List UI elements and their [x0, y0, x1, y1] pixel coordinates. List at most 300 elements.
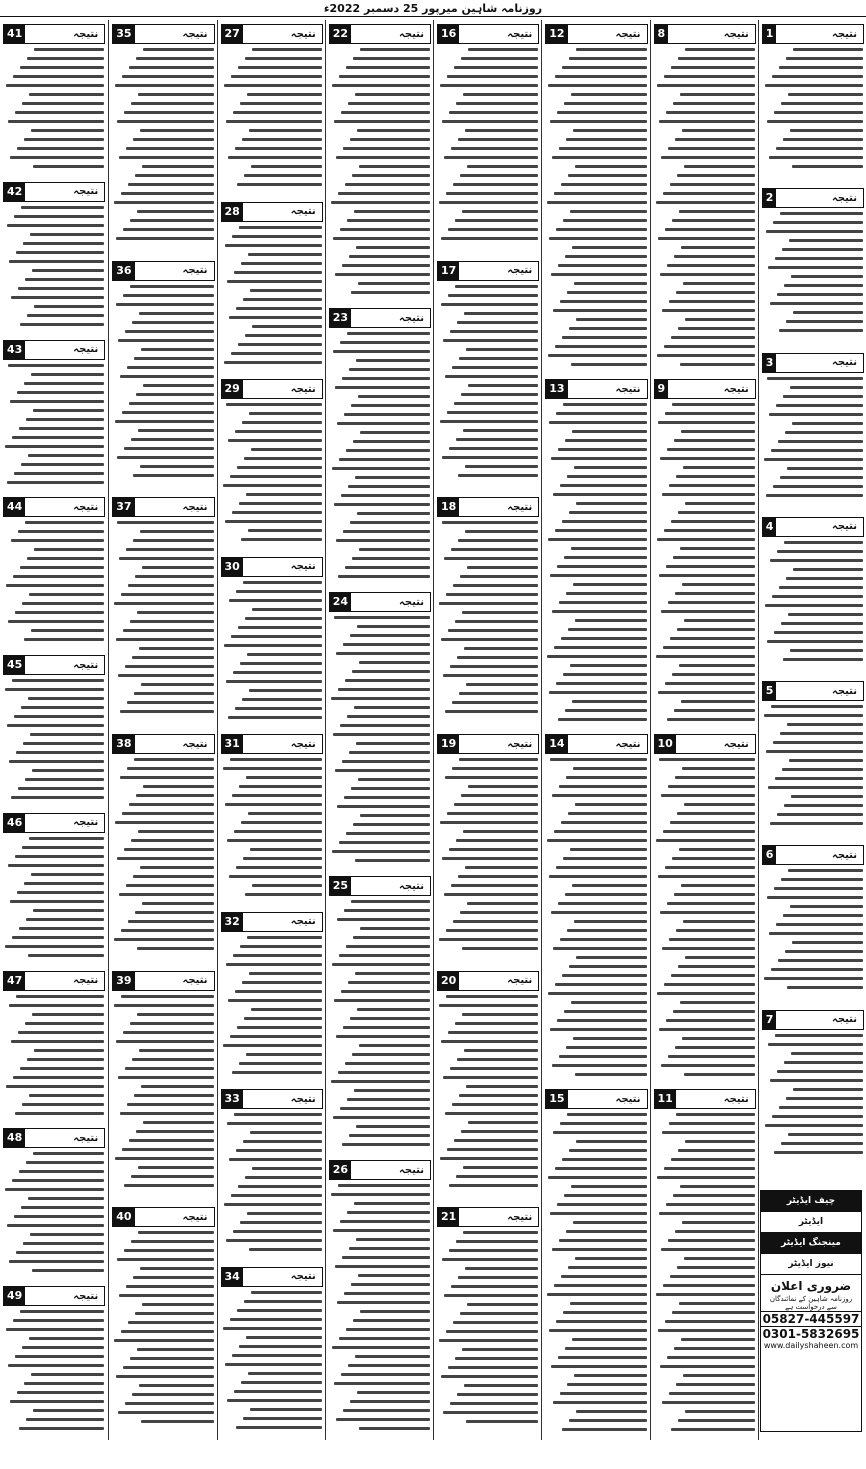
text-line: [12, 936, 104, 939]
text-line: [119, 1294, 213, 1297]
text-line: [31, 373, 104, 376]
text-line: [558, 264, 646, 267]
text-line: [17, 891, 104, 894]
text-line: [225, 803, 322, 806]
text-line: [671, 1428, 755, 1431]
article-text: [222, 48, 322, 192]
article-text: [222, 1291, 322, 1435]
text-line: [463, 429, 538, 432]
text-line: [128, 584, 213, 587]
text-line: [672, 219, 755, 222]
text-line: [776, 147, 863, 150]
text-line: [246, 776, 322, 779]
text-line: [452, 1103, 538, 1106]
text-line: [29, 1094, 104, 1097]
text-line: [336, 539, 430, 542]
text-line: [790, 649, 863, 652]
text-line: [456, 438, 538, 441]
text-line: [772, 75, 863, 78]
text-line: [569, 965, 646, 968]
result-label: نتیجہ: [182, 1211, 208, 1223]
text-line: [664, 1167, 755, 1170]
text-line: [358, 395, 430, 398]
text-line: [352, 1053, 430, 1056]
text-line: [667, 1356, 755, 1359]
text-line: [358, 282, 430, 285]
text-line: [774, 111, 863, 114]
text-line: [563, 1311, 646, 1314]
article-text: [4, 1310, 104, 1436]
text-line: [346, 449, 430, 452]
result-box: [329, 1160, 431, 1180]
text-line: [15, 855, 104, 858]
text-line: [226, 680, 322, 683]
text-line: [785, 431, 863, 434]
text-line: [30, 733, 104, 736]
text-line: [11, 1040, 104, 1043]
text-line: [778, 440, 863, 443]
text-line: [774, 1151, 863, 1154]
text-line: [777, 550, 863, 553]
text-line: [563, 857, 646, 860]
text-line: [678, 327, 755, 330]
text-line: [331, 201, 430, 204]
text-line: [131, 1240, 213, 1243]
text-line: [130, 285, 213, 288]
text-line: [450, 1067, 538, 1070]
text-line: [143, 785, 213, 788]
text-line: [781, 622, 863, 625]
text-line: [772, 1115, 863, 1118]
text-line: [683, 466, 755, 469]
text-line: [680, 1001, 755, 1004]
text-line: [18, 787, 104, 790]
text-line: [459, 1094, 538, 1097]
text-line: [770, 302, 863, 305]
article-text: [4, 837, 104, 963]
text-line: [774, 887, 863, 890]
text-line: [6, 1085, 104, 1088]
text-line: [233, 954, 322, 957]
result-box: [3, 497, 105, 517]
text-line: [118, 339, 213, 342]
text-line: [779, 586, 863, 589]
text-line: [358, 1274, 430, 1277]
text-line: [5, 688, 104, 691]
text-line: [7, 224, 104, 227]
text-line: [360, 814, 430, 817]
news-column: [325, 20, 434, 1440]
result-box: [654, 379, 756, 399]
text-line: [771, 449, 863, 452]
text-line: [672, 673, 755, 676]
result-number: 9: [655, 380, 669, 398]
text-line: [555, 529, 646, 532]
text-line: [243, 1140, 322, 1143]
result-box: [762, 517, 864, 537]
text-line: [238, 343, 322, 346]
text-line: [242, 138, 322, 141]
text-line: [464, 312, 538, 315]
text-line: [224, 644, 322, 647]
text-line: [576, 318, 646, 321]
result-label: نتیجہ: [832, 849, 857, 861]
text-line: [566, 776, 646, 779]
text-line: [252, 608, 322, 611]
text-line: [338, 1184, 430, 1187]
article-text: [546, 403, 646, 727]
text-line: [127, 1103, 213, 1106]
text-line: [764, 977, 863, 980]
text-line: [14, 1215, 104, 1218]
article-text: [438, 285, 538, 483]
text-line: [793, 1088, 863, 1091]
text-line: [665, 412, 755, 415]
text-line: [126, 884, 213, 887]
text-line: [685, 318, 755, 321]
text-line: [660, 911, 755, 914]
text-line: [661, 1248, 755, 1251]
text-line: [568, 812, 646, 815]
text-line: [351, 404, 430, 407]
text-line: [684, 1257, 755, 1260]
article-text: [330, 1184, 430, 1436]
text-line: [662, 1401, 755, 1404]
article-text: [763, 705, 863, 831]
text-line: [229, 875, 322, 878]
result-box: [762, 845, 864, 865]
text-line: [462, 1348, 538, 1351]
text-line: [767, 377, 863, 380]
text-line: [357, 625, 430, 628]
text-line: [576, 48, 646, 51]
text-line: [333, 237, 430, 240]
text-line: [556, 228, 646, 231]
text-line: [557, 1019, 646, 1022]
text-line: [462, 210, 538, 213]
text-line: [785, 950, 863, 953]
text-line: [348, 102, 430, 105]
text-line: [252, 1167, 322, 1170]
text-line: [765, 604, 863, 607]
text-line: [657, 992, 755, 995]
text-line: [575, 165, 646, 168]
text-line: [143, 48, 213, 51]
text-line: [455, 1357, 538, 1360]
text-line: [460, 174, 538, 177]
text-line: [354, 1089, 430, 1092]
text-line: [441, 303, 538, 306]
text-line: [138, 429, 213, 432]
text-line: [784, 804, 863, 807]
text-line: [356, 742, 430, 745]
text-line: [16, 251, 104, 254]
text-line: [781, 102, 863, 105]
text-line: [225, 244, 322, 247]
result-label: نتیجہ: [723, 383, 749, 395]
text-line: [458, 539, 538, 542]
result-number: 27: [222, 25, 243, 43]
text-line: [227, 839, 322, 842]
article-text: [655, 758, 755, 1082]
text-line: [29, 93, 104, 96]
text-line: [767, 640, 863, 643]
text-line: [231, 1194, 322, 1197]
text-line: [240, 945, 322, 948]
text-line: [657, 84, 755, 87]
text-line: [569, 511, 646, 514]
text-line: [343, 530, 430, 533]
text-line: [465, 465, 538, 468]
masthead-box: [760, 1190, 862, 1432]
text-line: [227, 1399, 322, 1402]
result-number: 35: [113, 25, 134, 43]
text-line: [573, 129, 646, 132]
text-line: [443, 1076, 538, 1079]
result-box: [3, 340, 105, 360]
result-label: نتیجہ: [73, 975, 99, 987]
text-line: [673, 1194, 755, 1197]
result-box: [329, 308, 431, 328]
text-line: [451, 1285, 538, 1288]
text-line: [133, 1276, 213, 1279]
text-line: [444, 557, 538, 560]
text-line: [137, 210, 213, 213]
news-editor-label: نیوز ایڈیٹر: [761, 1254, 861, 1275]
text-line: [348, 1364, 430, 1367]
text-line: [669, 1392, 755, 1395]
result-box: [3, 813, 105, 833]
text-line: [237, 1309, 322, 1312]
article-text: [4, 521, 104, 647]
result-number: 26: [330, 1161, 351, 1179]
text-line: [26, 918, 104, 921]
text-line: [441, 1040, 538, 1043]
text-line: [353, 440, 430, 443]
text-line: [562, 520, 646, 523]
text-line: [223, 1044, 322, 1047]
text-line: [677, 812, 755, 815]
text-line: [671, 66, 755, 69]
text-line: [459, 692, 538, 695]
result-box: [437, 734, 539, 754]
result-label: نتیجہ: [290, 916, 316, 927]
text-line: [21, 206, 104, 209]
text-line: [33, 165, 104, 168]
text-line: [10, 900, 104, 903]
result-number: 30: [222, 558, 243, 576]
text-line: [660, 273, 755, 276]
text-line: [126, 1285, 213, 1288]
text-line: [776, 404, 863, 407]
text-line: [770, 1079, 863, 1082]
text-line: [114, 1339, 213, 1342]
text-line: [467, 902, 538, 905]
result-label: نتیجہ: [290, 206, 316, 217]
text-line: [466, 1085, 538, 1088]
result-number: 21: [438, 1208, 459, 1226]
text-line: [465, 530, 538, 533]
text-line: [241, 1381, 322, 1384]
text-line: [656, 1293, 755, 1296]
text-line: [225, 1363, 322, 1366]
result-label: نتیجہ: [507, 1211, 533, 1223]
result-box: [329, 876, 431, 896]
text-line: [21, 463, 104, 466]
text-line: [549, 691, 646, 694]
result-number: 8: [655, 25, 669, 43]
text-line: [547, 1293, 646, 1296]
website-link[interactable]: www.dailyshaheen.com: [763, 1341, 859, 1350]
text-line: [9, 260, 104, 263]
result-number: 5: [763, 682, 777, 700]
text-line: [561, 1275, 646, 1278]
text-line: [684, 803, 755, 806]
result-number: 40: [113, 1208, 134, 1226]
text-line: [771, 705, 863, 708]
text-line: [359, 1044, 430, 1047]
text-line: [771, 968, 863, 971]
text-line: [570, 210, 646, 213]
text-line: [683, 920, 755, 923]
text-line: [674, 709, 755, 712]
text-line: [332, 467, 430, 470]
text-line: [669, 938, 755, 941]
text-line: [668, 785, 755, 788]
text-line: [468, 48, 538, 51]
result-box: [3, 971, 105, 991]
text-line: [114, 201, 213, 204]
text-line: [240, 1221, 322, 1224]
article-text: [438, 48, 538, 246]
text-line: [336, 1418, 430, 1421]
text-line: [452, 767, 538, 770]
text-line: [681, 246, 755, 249]
text-line: [126, 147, 213, 150]
text-line: [28, 697, 104, 700]
result-box: [437, 1207, 539, 1227]
text-line: [671, 336, 755, 339]
text-line: [235, 430, 322, 433]
text-line: [131, 839, 213, 842]
text-line: [574, 466, 646, 469]
article-text: [546, 48, 646, 372]
article-text: [763, 212, 863, 338]
text-line: [777, 293, 863, 296]
text-line: [659, 574, 755, 577]
result-box: [221, 202, 323, 222]
text-line: [678, 1149, 755, 1152]
text-line: [767, 896, 863, 899]
result-label: نتیجہ: [723, 28, 749, 40]
article-text: [222, 936, 322, 1080]
text-line: [120, 1112, 213, 1115]
text-line: [447, 75, 538, 78]
article-text: [330, 48, 430, 300]
text-line: [571, 547, 646, 550]
text-line: [32, 769, 104, 772]
text-line: [360, 48, 430, 51]
phone-1[interactable]: 05827-445597: [762, 1312, 860, 1326]
text-line: [565, 893, 646, 896]
text-line: [661, 1064, 755, 1067]
text-line: [668, 1239, 755, 1242]
article-text: [222, 226, 322, 370]
text-line: [138, 1231, 213, 1234]
text-line: [557, 565, 646, 568]
text-line: [671, 1158, 755, 1161]
text-line: [679, 664, 755, 667]
text-line: [10, 156, 104, 159]
text-line: [137, 1348, 213, 1351]
result-label: نتیجہ: [73, 186, 99, 198]
text-line: [117, 521, 213, 524]
text-line: [454, 803, 538, 806]
text-line: [767, 120, 863, 123]
text-line: [680, 547, 755, 550]
result-label: نتیجہ: [832, 685, 857, 697]
text-line: [134, 758, 213, 761]
text-line: [7, 1224, 104, 1227]
text-line: [25, 521, 104, 524]
text-line: [784, 1061, 863, 1064]
text-line: [355, 859, 430, 862]
phone-2[interactable]: 0301-5832695: [762, 1327, 860, 1341]
text-line: [242, 421, 322, 424]
text-line: [665, 228, 755, 231]
text-line: [781, 1142, 863, 1145]
text-line: [233, 671, 322, 674]
text-line: [464, 1384, 538, 1387]
result-number: 49: [4, 1287, 25, 1305]
text-line: [682, 583, 755, 586]
news-column: [650, 20, 759, 1440]
text-line: [684, 619, 755, 622]
text-line: [346, 945, 430, 948]
text-line: [239, 1062, 322, 1065]
result-label: نتیجہ: [507, 265, 533, 277]
result-box: [112, 24, 214, 44]
text-line: [680, 1185, 755, 1188]
text-line: [114, 1004, 213, 1007]
text-line: [548, 1176, 646, 1179]
text-line: [568, 174, 646, 177]
text-line: [784, 541, 863, 544]
text-line: [250, 289, 322, 292]
text-line: [128, 1321, 213, 1324]
result-number: 25: [330, 877, 351, 895]
text-line: [576, 956, 646, 959]
text-line: [671, 974, 755, 977]
text-line: [334, 1382, 430, 1385]
text-line: [560, 938, 646, 941]
text-line: [560, 1392, 646, 1395]
text-line: [249, 972, 322, 975]
text-line: [12, 1179, 104, 1182]
article-text: [222, 1113, 322, 1257]
text-line: [10, 400, 104, 403]
article-text: [4, 679, 104, 805]
result-box: [3, 24, 105, 44]
text-line: [250, 848, 322, 851]
text-line: [30, 233, 104, 236]
text-line: [442, 120, 538, 123]
text-line: [664, 529, 755, 532]
text-line: [551, 911, 646, 914]
text-line: [229, 1158, 322, 1161]
text-line: [142, 165, 213, 168]
text-line: [440, 84, 538, 87]
